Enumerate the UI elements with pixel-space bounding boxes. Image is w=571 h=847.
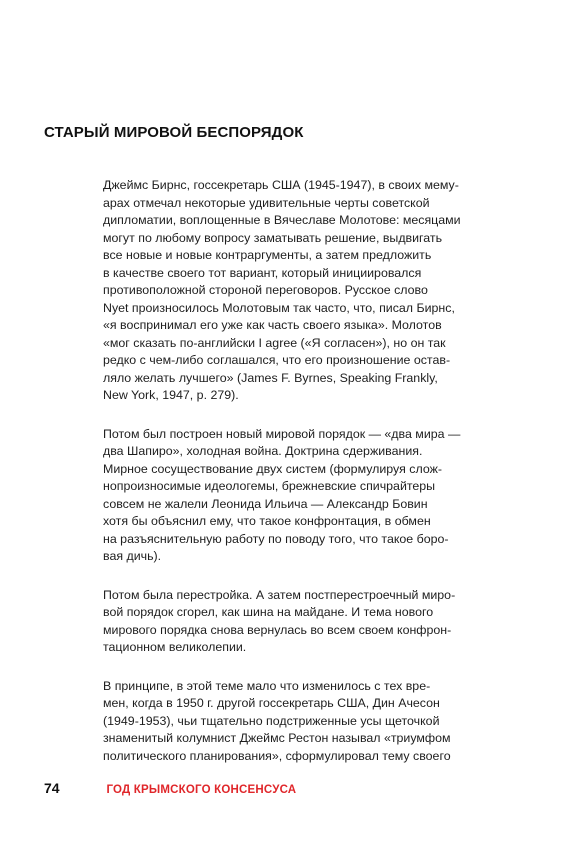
text-line: мен, когда в 1950 г. другой госсекретарь США, Дин Ачесон xyxy=(103,696,440,710)
page-footer xyxy=(44,780,296,798)
text-line: мирового порядка снова вернулась во всем своем конфрон- xyxy=(103,622,452,637)
paragraph xyxy=(103,426,503,566)
chapter-heading: СТАРЫЙ МИРОВОЙ БЕСПОРЯДОК xyxy=(44,124,304,141)
text-line: «мог сказать по-английски I agree («Я согласен»), но он так xyxy=(103,335,446,350)
text-line: политического планирования», сформулировал тему своего xyxy=(103,748,451,763)
text-line: противоположной стороной переговоров. Русское слово xyxy=(103,283,428,297)
text-line: в качестве своего тот вариант, который инициировался xyxy=(103,265,422,280)
text-line: Потом была перестройка. А затем постперестроечный миро- xyxy=(103,587,456,602)
text-line: все новые и новые контраргументы, а затем предложить xyxy=(103,248,432,262)
text-line: дипломатии, воплощенные в Вячеславе Молотове: месяцами xyxy=(103,213,461,227)
text-line: «я воспринимал его уже как часть своего языка». Молотов xyxy=(103,318,442,332)
text-line: вая дичь). xyxy=(103,549,162,563)
page-number: 74 xyxy=(44,780,60,796)
text-line: тационном великолепии. xyxy=(103,640,247,654)
text-line: (1949-1953), чьи тщательно подстриженные усы щеточкой xyxy=(103,713,440,728)
text-line: знаменитый колумнист Джеймс Рестон называл «триумфом xyxy=(103,731,451,745)
text-line: хотя бы объяснил ему, что такое конфронтация, в обмен xyxy=(103,514,431,528)
text-line: Потом был построен новый мировой порядок — «два мира — xyxy=(103,426,461,441)
paragraph xyxy=(103,177,503,405)
text-line: редко с чем-либо соглашался, что его произношение остав- xyxy=(103,353,451,367)
body-text xyxy=(103,177,503,786)
text-line: могут по любому вопросу заматывать решение, выдвигать xyxy=(103,230,443,245)
text-line: ляло желать лучшего» (James F. Byrnes, Speaking Frankly, xyxy=(103,370,438,385)
text-line: совсем не жалели Леонида Ильича — Александр Бовин xyxy=(103,496,428,511)
text-line: Nyet произносилось Молотовым так часто, что, писал Бирнс, xyxy=(103,300,455,315)
text-line: В принципе, в этой теме мало что изменилось с тех вре- xyxy=(103,678,431,693)
text-line: два Шапиро», холодная война. Доктрина сдерживания. xyxy=(103,444,423,458)
text-line: на разъяснительную работу по поводу того, что такое боро- xyxy=(103,531,449,546)
text-line: Мирное сосуществование двух систем (формулируя слож- xyxy=(103,461,442,476)
text-line: New York, 1947, p. 279). xyxy=(103,388,239,402)
text-line: вой порядок сгорел, как шина на майдане. И тема нового xyxy=(103,605,434,619)
text-line: Джеймс Бирнс, госсекретарь США (1945-1947), в своих мему- xyxy=(103,178,459,192)
paragraph xyxy=(103,587,503,657)
paragraph xyxy=(103,678,503,766)
text-line: нопроизносимые идеологемы, брежневские спичрайтеры xyxy=(103,479,436,493)
text-line: арах отмечал некоторые удивительные черты советской xyxy=(103,195,430,210)
running-title: ГОД КРЫМСКОГО КОНСЕНСУСА xyxy=(106,784,297,796)
